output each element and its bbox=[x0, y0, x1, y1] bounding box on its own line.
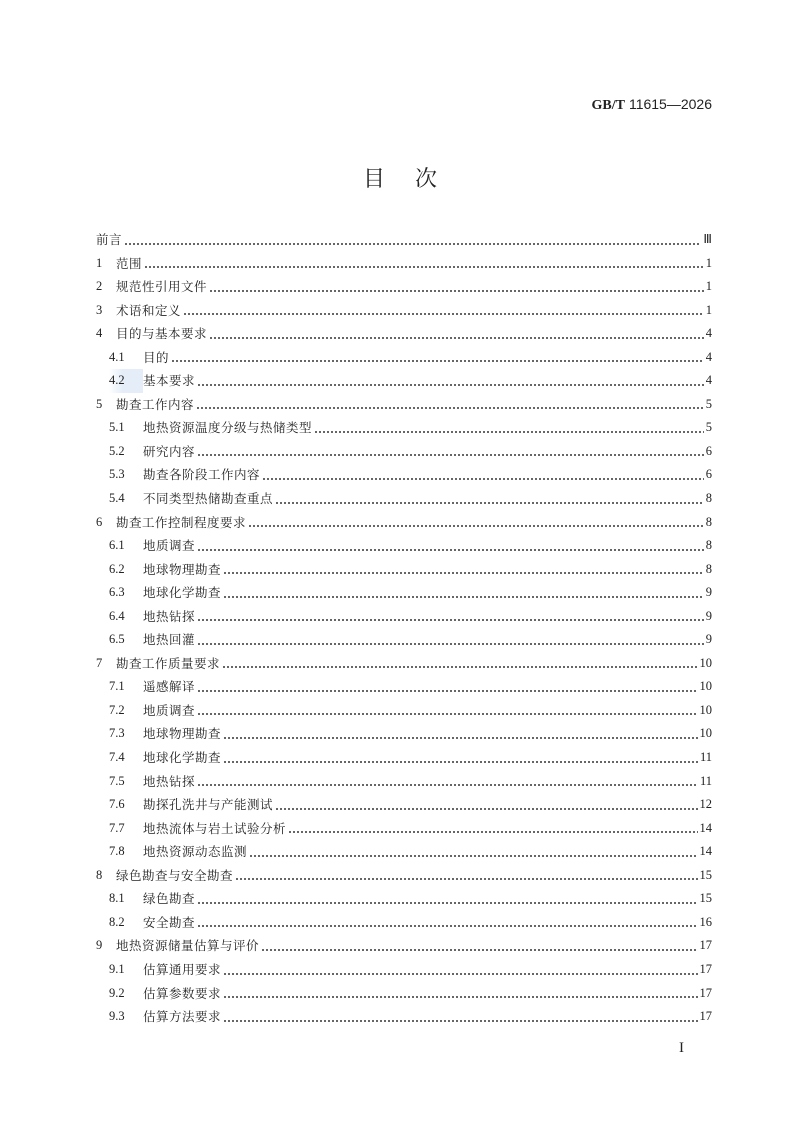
toc-entry[interactable] bbox=[96, 252, 712, 276]
toc-entry-page: 17 bbox=[699, 985, 712, 1000]
dot-leader bbox=[222, 666, 697, 668]
toc-entry-page: 10 bbox=[699, 702, 712, 717]
toc-entry-label: 基本要求 bbox=[143, 373, 196, 389]
toc-entry-number: 4.2 bbox=[109, 369, 143, 393]
toc-entry-number: 7.8 bbox=[109, 844, 125, 859]
dot-leader bbox=[314, 431, 704, 433]
toc-entry-label: 勘查工作控制程度要求 bbox=[116, 514, 247, 530]
dot-leader bbox=[288, 831, 697, 833]
toc-entry-label: 地热流体与岩土试验分析 bbox=[143, 820, 287, 836]
toc-entry[interactable] bbox=[96, 911, 712, 935]
toc-entry-page: 9 bbox=[705, 585, 712, 600]
toc-entry-number: 6.1 bbox=[109, 538, 125, 553]
toc-entry-number: 7.3 bbox=[109, 726, 125, 741]
toc-entry-number: 9.1 bbox=[109, 961, 125, 976]
toc-entry[interactable] bbox=[96, 934, 712, 958]
toc-entry-page: 10 bbox=[699, 679, 712, 694]
toc-entry-label: 地热钻探 bbox=[143, 773, 196, 789]
toc-entry-number: 7.1 bbox=[109, 679, 125, 694]
toc-entry[interactable] bbox=[96, 346, 712, 370]
toc-entry-page: 4 bbox=[705, 326, 712, 341]
standard-number: 11615—2026 bbox=[628, 96, 712, 112]
table-of-contents bbox=[96, 228, 712, 1029]
toc-entry-number: 7.7 bbox=[109, 820, 125, 835]
toc-entry-page: 9 bbox=[705, 608, 712, 623]
toc-entry-number: 6 bbox=[96, 514, 103, 529]
toc-entry-page: 11 bbox=[699, 773, 712, 788]
toc-entry-number: 4.1 bbox=[109, 349, 125, 364]
toc-entry-page: 6 bbox=[705, 443, 712, 458]
toc-entry-page: 11 bbox=[699, 750, 712, 765]
toc-entry-label: 地球化学勘查 bbox=[143, 750, 222, 766]
toc-entry-page: 1 bbox=[705, 279, 712, 294]
toc-entry-label: 勘查工作内容 bbox=[116, 396, 195, 412]
toc-entry-page: 17 bbox=[699, 938, 712, 953]
toc-entry-page: 1 bbox=[705, 255, 712, 270]
toc-entry-label: 地质调查 bbox=[143, 538, 196, 554]
dot-leader bbox=[223, 973, 697, 975]
toc-entry[interactable] bbox=[96, 534, 712, 558]
toc-entry-page: 8 bbox=[705, 491, 712, 506]
toc-entry[interactable] bbox=[96, 440, 712, 464]
toc-entry-label: 规范性引用文件 bbox=[116, 279, 208, 295]
dot-leader bbox=[144, 266, 704, 268]
page-title: 目次 bbox=[362, 167, 467, 192]
toc-entry-label: 勘查各阶段工作内容 bbox=[143, 467, 261, 483]
toc-entry-page: 14 bbox=[699, 844, 712, 859]
toc-entry-label: 研究内容 bbox=[143, 443, 196, 459]
standard-code: GB/T bbox=[591, 98, 625, 113]
dot-leader bbox=[197, 902, 697, 904]
toc-entry-number: 1 bbox=[96, 255, 103, 270]
toc-entry-number: 5.3 bbox=[109, 467, 125, 482]
toc-entry-page: 8 bbox=[705, 514, 712, 529]
dot-leader bbox=[197, 643, 704, 645]
toc-entry[interactable] bbox=[96, 1005, 712, 1029]
toc-entry[interactable] bbox=[96, 958, 712, 982]
toc-entry-label: 范围 bbox=[116, 255, 143, 271]
toc-entry-number: 4 bbox=[96, 326, 103, 341]
toc-entry-number: 5.1 bbox=[109, 420, 125, 435]
toc-entry-label: 目的 bbox=[143, 349, 170, 365]
toc-entry-label: 估算参数要求 bbox=[143, 985, 222, 1001]
dot-leader bbox=[197, 713, 697, 715]
toc-entry[interactable] bbox=[96, 628, 712, 652]
toc-entry-number: 7 bbox=[96, 655, 103, 670]
toc-entry-page: Ⅲ bbox=[703, 232, 712, 246]
toc-entry-label: 前言 bbox=[96, 232, 123, 247]
toc-entry-label: 地热回灌 bbox=[143, 632, 196, 648]
dot-leader bbox=[197, 690, 697, 692]
toc-entry-number: 5.4 bbox=[109, 491, 125, 506]
dot-leader bbox=[248, 525, 704, 527]
toc-entry-number: 7.4 bbox=[109, 750, 125, 765]
dot-leader bbox=[262, 478, 704, 480]
toc-entry[interactable] bbox=[96, 275, 712, 299]
dot-leader bbox=[197, 784, 698, 786]
toc-entry-number: 8.1 bbox=[109, 891, 125, 906]
toc-entry[interactable] bbox=[96, 652, 712, 676]
toc-entry-number: 9 bbox=[96, 938, 103, 953]
toc-entry-page: 5 bbox=[705, 396, 712, 411]
toc-entry-number: 7.2 bbox=[109, 702, 125, 717]
toc-entry-number: 6.4 bbox=[109, 608, 125, 623]
toc-entry[interactable] bbox=[96, 416, 712, 440]
toc-entry[interactable] bbox=[96, 722, 712, 746]
dot-leader bbox=[223, 737, 697, 739]
toc-entry[interactable] bbox=[96, 675, 712, 699]
toc-entry-page: 17 bbox=[699, 1009, 712, 1024]
toc-entry-label: 目的与基本要求 bbox=[116, 326, 208, 342]
toc-entry[interactable] bbox=[96, 581, 712, 605]
toc-entry-page: 4 bbox=[705, 349, 712, 364]
dot-leader bbox=[261, 949, 697, 951]
toc-entry-page: 10 bbox=[699, 655, 712, 670]
toc-entry-label: 术语和定义 bbox=[116, 302, 182, 318]
toc-entry-number: 7.6 bbox=[109, 797, 125, 812]
toc-entry[interactable] bbox=[96, 840, 712, 864]
dot-leader bbox=[197, 384, 704, 386]
toc-entry-page: 4 bbox=[705, 373, 712, 388]
toc-entry-label: 地球物理勘查 bbox=[143, 726, 222, 742]
toc-entry[interactable] bbox=[96, 393, 712, 417]
toc-entry[interactable] bbox=[96, 770, 712, 794]
toc-entry-number: 6.3 bbox=[109, 585, 125, 600]
dot-leader bbox=[249, 855, 697, 857]
toc-entry-label: 地热钻探 bbox=[143, 608, 196, 624]
toc-entry-page: 17 bbox=[699, 961, 712, 976]
toc-entry-page: 9 bbox=[705, 632, 712, 647]
dot-leader bbox=[223, 761, 698, 763]
toc-entry-page: 8 bbox=[705, 538, 712, 553]
toc-entry-page: 5 bbox=[705, 420, 712, 435]
toc-entry-number: 5 bbox=[96, 396, 103, 411]
toc-entry[interactable] bbox=[96, 463, 712, 487]
toc-entry-label: 遥感解译 bbox=[143, 679, 196, 695]
dot-leader bbox=[275, 808, 697, 810]
toc-entry[interactable] bbox=[96, 746, 712, 770]
toc-entry[interactable] bbox=[96, 299, 712, 323]
toc-entry[interactable] bbox=[96, 887, 712, 911]
toc-entry-number: 3 bbox=[96, 302, 103, 317]
dot-leader bbox=[183, 313, 704, 315]
toc-entry-number: 5.2 bbox=[109, 443, 125, 458]
toc-entry-label: 地球化学勘查 bbox=[143, 585, 222, 601]
dot-leader bbox=[275, 502, 704, 504]
dot-leader bbox=[171, 360, 704, 362]
dot-leader bbox=[197, 549, 704, 551]
toc-entry-label: 估算方法要求 bbox=[143, 1009, 222, 1025]
dot-leader bbox=[223, 596, 704, 598]
toc-entry-label: 安全勘查 bbox=[143, 914, 196, 930]
dot-leader bbox=[223, 1020, 697, 1022]
toc-entry-number: 8.2 bbox=[109, 914, 125, 929]
dot-leader bbox=[197, 619, 704, 621]
toc-entry-page: 14 bbox=[699, 820, 712, 835]
toc-entry-label: 绿色勘查 bbox=[143, 891, 196, 907]
toc-entry[interactable] bbox=[96, 511, 712, 535]
toc-entry[interactable] bbox=[96, 864, 712, 888]
toc-entry-label: 地热资源动态监测 bbox=[143, 844, 248, 860]
toc-entry-label: 估算通用要求 bbox=[143, 961, 222, 977]
toc-entry-label: 地球物理勘查 bbox=[143, 561, 222, 577]
toc-entry-label: 勘探孔洗井与产能测试 bbox=[143, 797, 274, 813]
toc-entry-number: 8 bbox=[96, 867, 103, 882]
toc-entry[interactable] bbox=[96, 558, 712, 582]
toc-entry[interactable] bbox=[96, 322, 712, 346]
page-number: I bbox=[679, 1040, 684, 1056]
toc-entry[interactable] bbox=[96, 699, 712, 723]
toc-entry-page: 6 bbox=[705, 467, 712, 482]
toc-entry-label: 地热资源储量估算与评价 bbox=[116, 938, 260, 954]
standard-identifier bbox=[591, 96, 712, 114]
dot-leader bbox=[235, 878, 697, 880]
toc-entry-label: 地质调查 bbox=[143, 702, 196, 718]
toc-entry-number: 6.5 bbox=[109, 632, 125, 647]
toc-entry-number: 9.3 bbox=[109, 1009, 125, 1024]
dot-leader bbox=[223, 572, 704, 574]
toc-entry[interactable] bbox=[96, 487, 712, 511]
toc-entry-number: 6.2 bbox=[109, 561, 125, 576]
toc-entry[interactable] bbox=[96, 982, 712, 1006]
dot-leader bbox=[124, 243, 701, 245]
dot-leader bbox=[197, 925, 697, 927]
dot-leader bbox=[196, 407, 704, 409]
toc-entry-label: 不同类型热储勘查重点 bbox=[143, 491, 274, 507]
toc-entry-page: 15 bbox=[699, 867, 712, 882]
toc-entry[interactable] bbox=[96, 817, 712, 841]
toc-entry-page: 10 bbox=[699, 726, 712, 741]
toc-entry-label: 绿色勘查与安全勘查 bbox=[116, 867, 234, 883]
dot-leader bbox=[209, 290, 704, 292]
dot-leader bbox=[223, 996, 697, 998]
toc-entry-page: 1 bbox=[705, 302, 712, 317]
dot-leader bbox=[197, 454, 704, 456]
toc-entry-page: 15 bbox=[699, 891, 712, 906]
toc-entry-number: 7.5 bbox=[109, 773, 125, 788]
toc-entry[interactable] bbox=[96, 793, 712, 817]
toc-entry[interactable] bbox=[96, 369, 712, 393]
toc-entry[interactable] bbox=[96, 228, 712, 252]
toc-entry-number: 9.2 bbox=[109, 985, 125, 1000]
toc-entry-number: 2 bbox=[96, 279, 103, 294]
toc-entry-page: 16 bbox=[699, 914, 712, 929]
toc-entry[interactable] bbox=[96, 605, 712, 629]
dot-leader bbox=[209, 337, 704, 339]
toc-entry-page: 8 bbox=[705, 561, 712, 576]
toc-entry-page: 12 bbox=[699, 797, 712, 812]
toc-entry-label: 地热资源温度分级与热储类型 bbox=[143, 420, 313, 436]
toc-entry-label: 勘查工作质量要求 bbox=[116, 655, 221, 671]
